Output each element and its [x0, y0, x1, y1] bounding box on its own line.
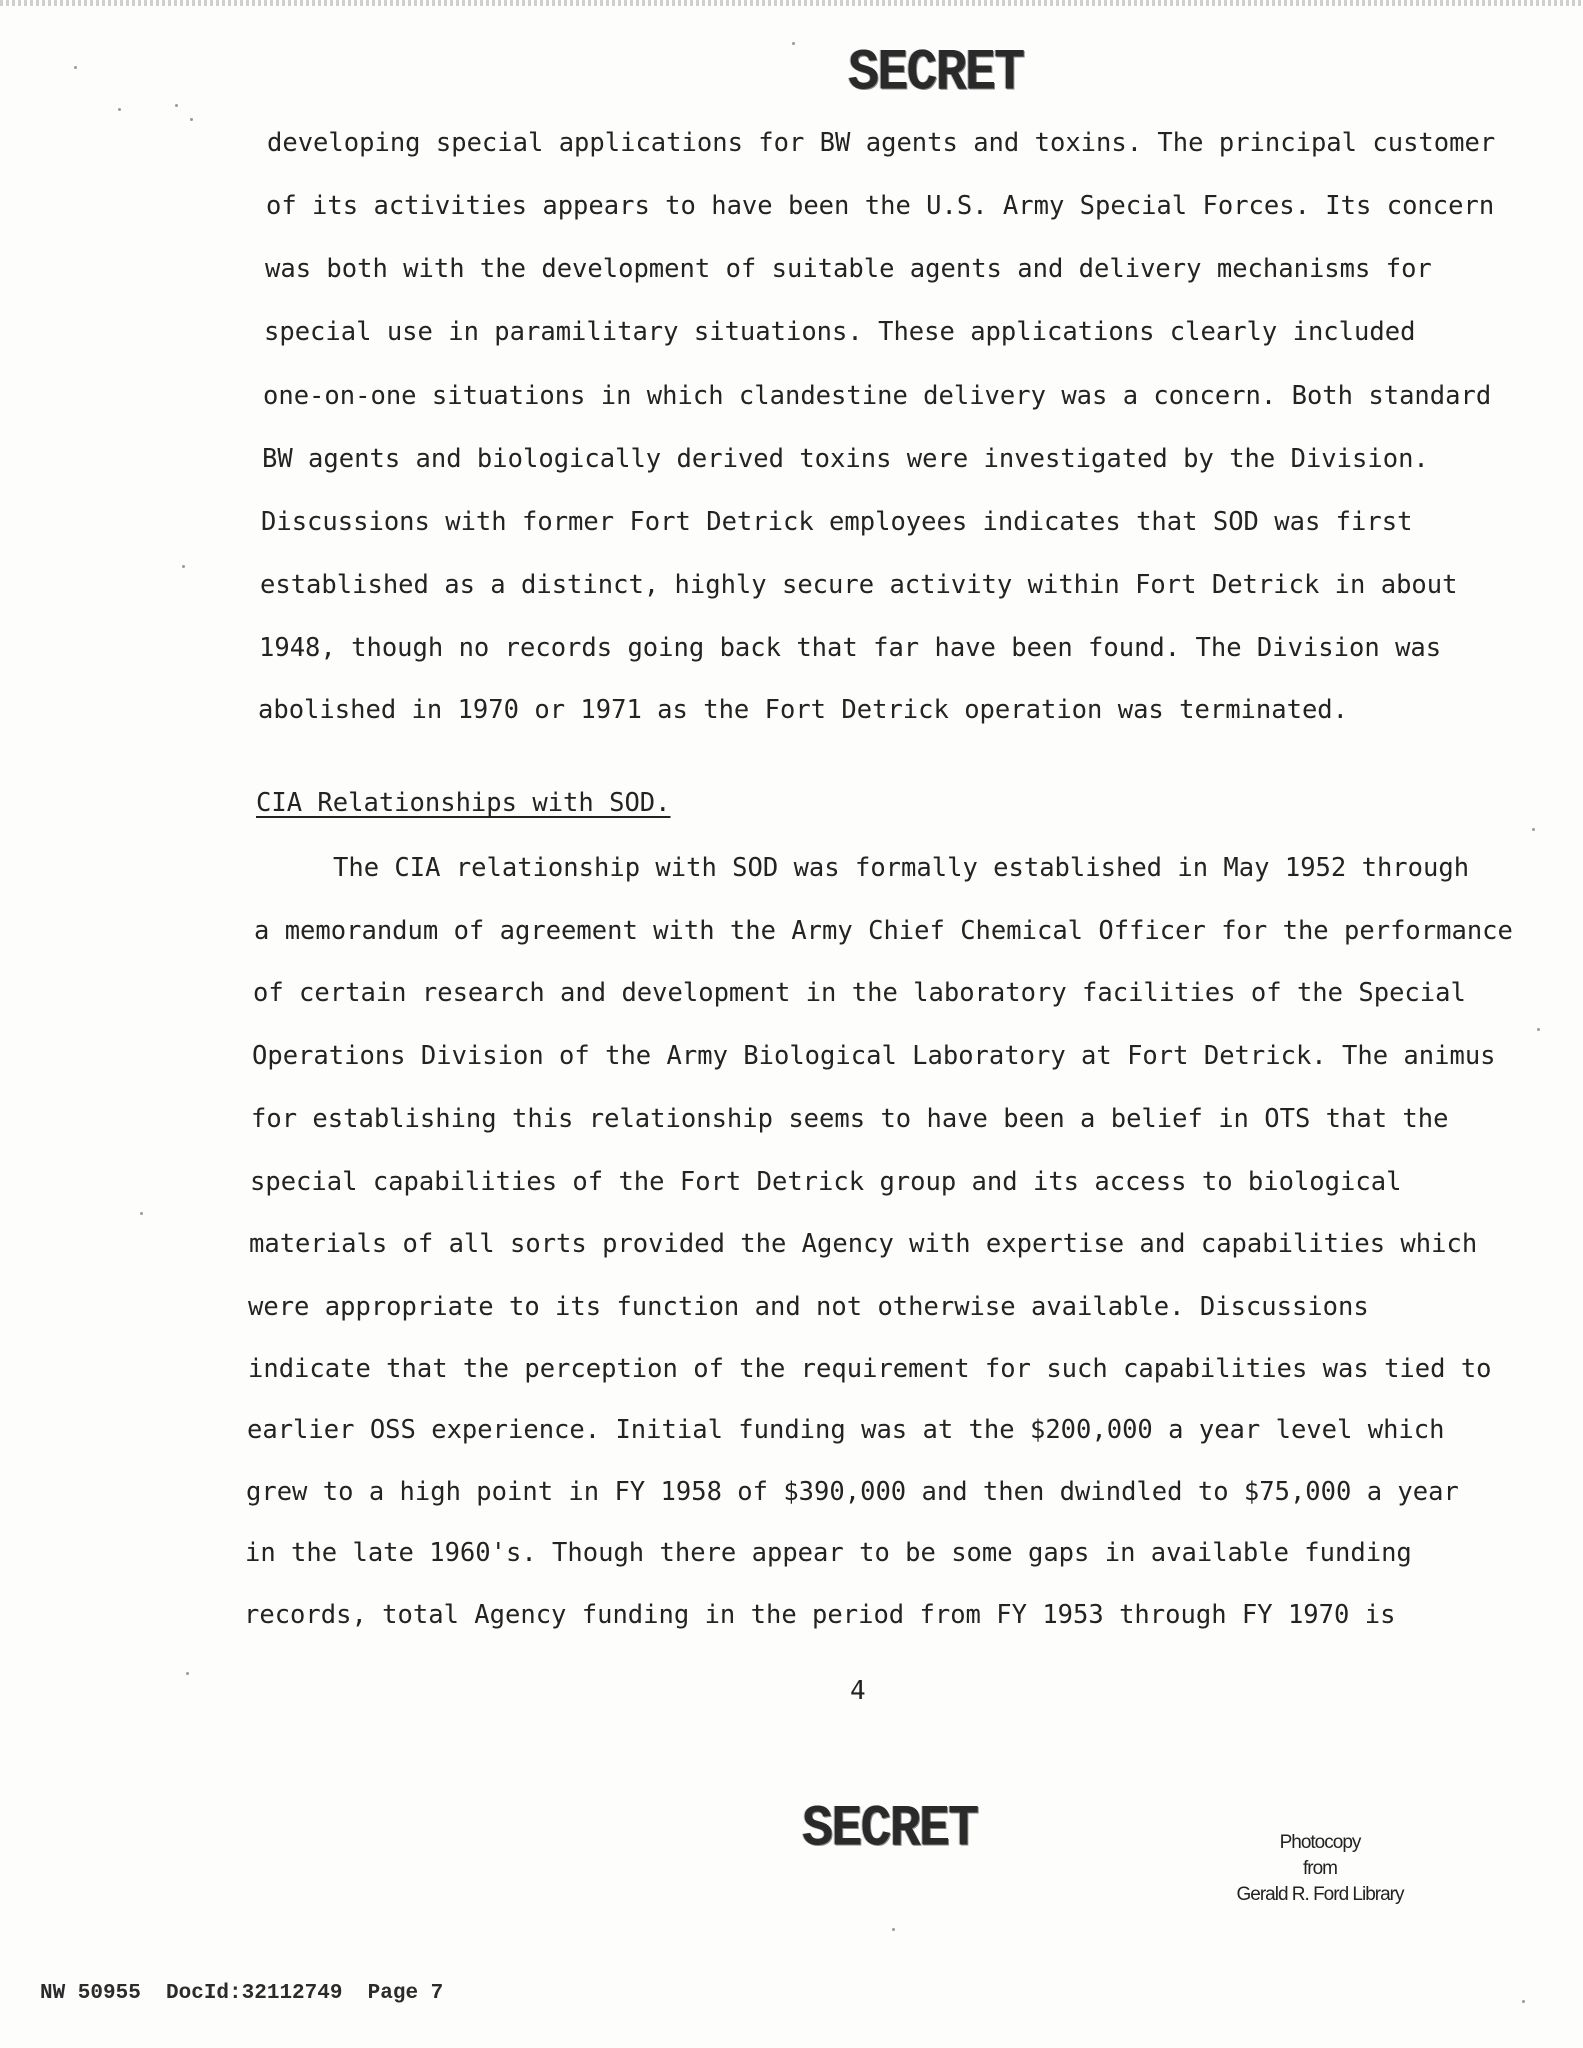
text-line: developing special applications for BW agents and toxins. The principal customer: [267, 128, 1496, 158]
scan-speck: [892, 1928, 895, 1931]
section-heading: CIA Relationships with SOD.: [256, 788, 671, 818]
text-line: a memorandum of agreement with the Army Chief Chemical Officer for the performance: [254, 916, 1513, 946]
text-line: materials of all sorts provided the Agency with expertise and capabilities which: [249, 1229, 1478, 1259]
text-line: established as a distinct, highly secure activity within Fort Detrick in about: [260, 570, 1458, 600]
text-line: Operations Division of the Army Biological Laboratory at Fort Detrick. The animus: [252, 1041, 1496, 1071]
scan-speck: [792, 42, 795, 45]
text-line: BW agents and biologically derived toxins were investigated by the Division.: [262, 444, 1429, 474]
text-line: of its activities appears to have been the U.S. Army Special Forces. Its concern: [266, 191, 1495, 221]
scan-speck: [1532, 828, 1535, 831]
library-provenance-note: [1210, 1830, 1430, 1908]
text-line: special capabilities of the Fort Detrick group and its access to biological: [250, 1167, 1402, 1197]
text-line: was both with the development of suitable agents and delivery mechanisms for: [265, 254, 1432, 284]
text-line: The CIA relationship with SOD was formally established in May 1952 through: [333, 853, 1470, 883]
text-line: for establishing this relationship seems to have been a belief in OTS that the: [251, 1104, 1449, 1134]
scan-speck: [175, 104, 178, 107]
scan-speck: [140, 1212, 143, 1215]
scan-speck: [118, 108, 121, 111]
text-line: 1948, though no records going back that far have been found. The Division was: [259, 633, 1442, 663]
text-line: indicate that the perception of the requirement for such capabilities was tied to: [248, 1354, 1492, 1384]
scan-speck: [74, 66, 77, 69]
text-line: abolished in 1970 or 1971 as the Fort Detrick operation was terminated.: [258, 695, 1349, 725]
text-line: special use in paramilitary situations. These applications clearly included: [264, 317, 1416, 347]
scan-speck: [186, 1672, 189, 1675]
text-line: grew to a high point in FY 1958 of $390,000 and then dwindled to $75,000 a year: [246, 1477, 1459, 1507]
text-line: in the late 1960's. Though there appear to be some gaps in available funding: [245, 1538, 1412, 1568]
classification-stamp-bottom: SECRET: [802, 1796, 978, 1863]
text-line: earlier OSS experience. Initial funding was at the $200,000 a year level which: [247, 1415, 1445, 1445]
document-id-footer: NW 50955 DocId:32112749 Page 7: [40, 1982, 444, 2005]
text-line: Discussions with former Fort Detrick employees indicates that SOD was first: [261, 507, 1413, 537]
library-note-line: from: [1303, 1858, 1337, 1879]
library-note-line: Gerald R. Ford Library: [1236, 1884, 1404, 1905]
text-line: were appropriate to its function and not otherwise available. Discussions: [248, 1292, 1369, 1322]
text-line: records, total Agency funding in the period from FY 1953 through FY 1970 is: [244, 1600, 1396, 1630]
text-line: of certain research and development in the laboratory facilities of the Special: [253, 978, 1466, 1008]
scan-speck: [190, 118, 193, 121]
classification-stamp-top: SECRET: [848, 40, 1024, 107]
page-number: 4: [850, 1676, 866, 1706]
text-line: one-on-one situations in which clandestine delivery was a concern. Both standard: [263, 381, 1492, 411]
scan-speck: [1537, 1028, 1540, 1031]
scan-speck: [182, 565, 185, 568]
scan-speck: [1522, 2000, 1525, 2003]
library-note-line: Photocopy: [1279, 1832, 1361, 1853]
scan-edge-rule: [0, 0, 1583, 6]
